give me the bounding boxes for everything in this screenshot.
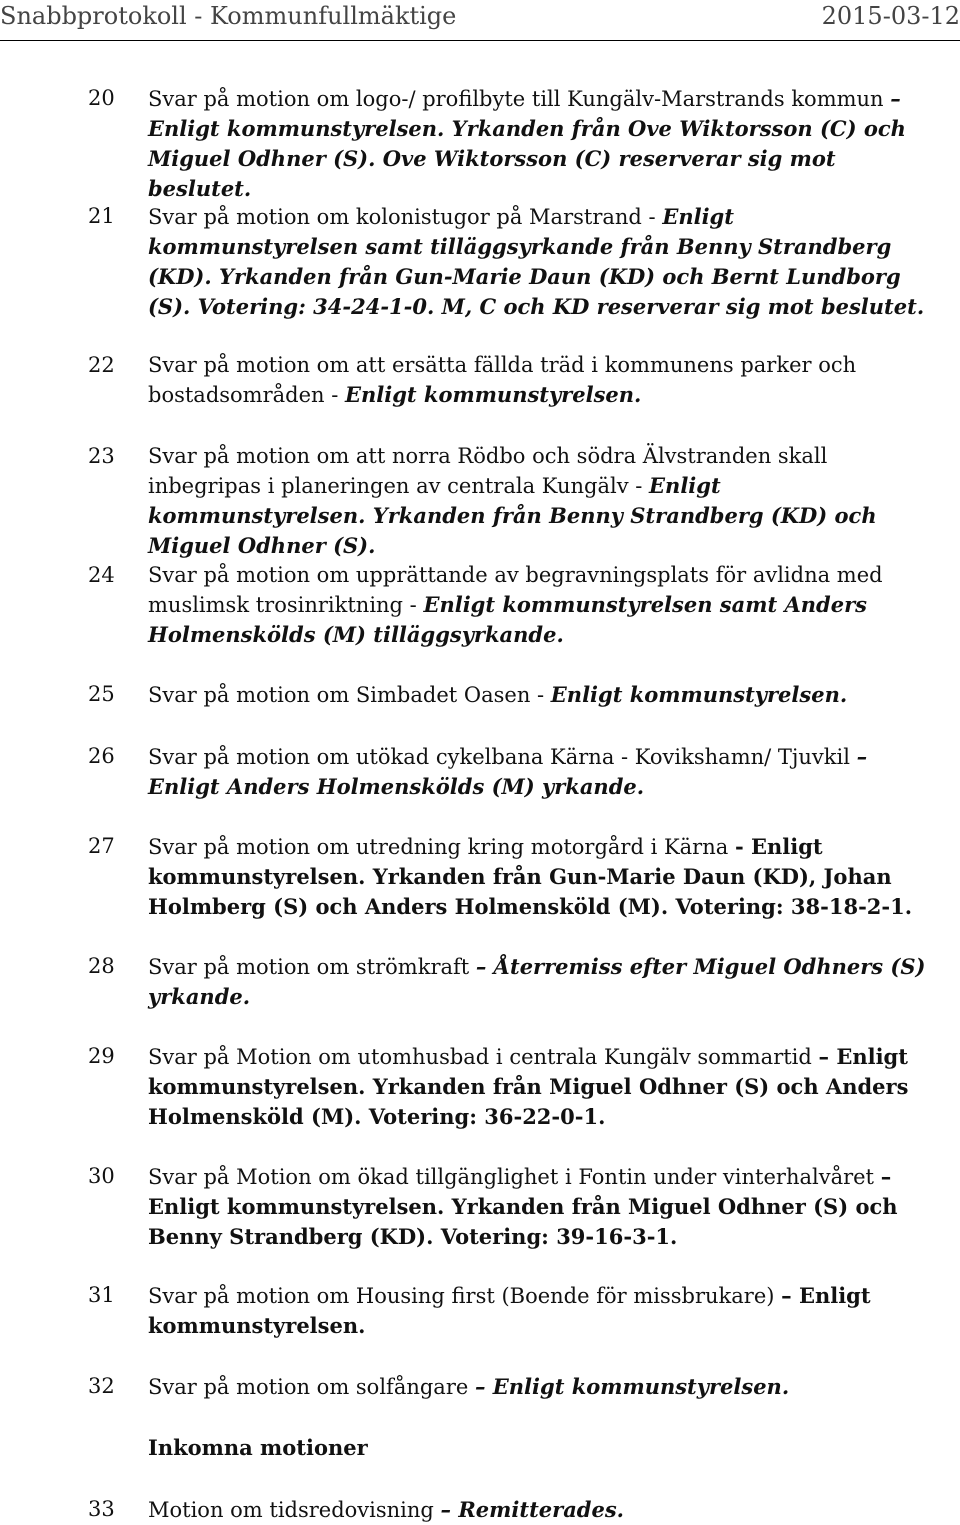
item-number: 28 [88, 954, 115, 978]
item-subject: Svar på motion om kolonistugor på Marstrand - [148, 205, 663, 229]
item-decision: Enligt kommunstyrelsen samt Anders Holmenskölds (M) tilläggsyrkande. [148, 592, 867, 647]
item-decision: – Enligt kommunstyrelsen. [148, 1283, 871, 1338]
item-number: 29 [88, 1044, 115, 1068]
item-decision: – Enligt kommunstyrelsen. Yrkanden från Ove Wiktorsson (C) och Miguel Odhner (S). Ove Wiktorsson (C) reserverar sig mot beslutet. [148, 86, 906, 201]
item-decision: – Remitterades. [440, 1497, 624, 1522]
document-title: Snabbprotokoll - Kommunfullmäktige [0, 2, 457, 30]
section-heading: Inkomna motioner [148, 1435, 368, 1460]
item-number: 33 [88, 1497, 115, 1521]
item-subject: Svar på motion om utökad cykelbana Kärna - Kovikshamn/ Tjuvkil [148, 745, 857, 769]
item-decision: Enligt kommunstyrelsen. Yrkanden från Benny Strandberg (KD) och Miguel Odhner (S). [148, 473, 877, 558]
item-decision: - Enligt kommunstyrelsen. Yrkanden från Gun-Marie Daun (KD), Johan Holmberg (S) och Anders Holmensköld (M). Votering: 38-18-2-1. [148, 834, 913, 919]
item-number: 26 [88, 744, 115, 768]
item-text [148, 742, 938, 802]
item-subject: Svar på motion om att ersätta fällda träd i kommunens parker och bostadsområden - [148, 353, 857, 407]
item-subject: Svar på motion om strömkraft [148, 955, 476, 979]
item-text [148, 1162, 938, 1252]
item-number: 31 [88, 1283, 115, 1307]
item-number: 32 [88, 1374, 115, 1398]
item-subject: Svar på motion om Housing first (Boende för missbrukare) [148, 1284, 782, 1308]
item-subject: Svar på motion om upprättande av begravningsplats för avlidna med muslimsk trosinriktning - [148, 563, 883, 617]
item-text [148, 202, 938, 322]
item-decision: – Enligt kommunstyrelsen. Yrkanden från Miguel Odhner (S) och Benny Strandberg (KD). Votering: 39-16-3-1. [148, 1164, 898, 1249]
item-subject: Svar på motion om Simbadet Oasen - [148, 683, 551, 707]
item-text [148, 442, 938, 561]
item-number: 30 [88, 1164, 115, 1188]
item-text [148, 1495, 938, 1525]
item-decision: Enligt kommunstyrelsen. [345, 382, 642, 407]
item-decision: Enligt kommunstyrelsen samt tilläggsyrkande från Benny Strandberg (KD). Yrkanden från Gun-Marie Daun (KD) och Bernt Lundborg (S). Votering: 34-24-1-0. M, C och KD reserverar sig mot beslutet. [148, 204, 925, 319]
item-number: 25 [88, 682, 115, 706]
item-text [148, 351, 938, 410]
item-number: 23 [88, 444, 115, 468]
item-subject: Svar på motion om solfångare [148, 1375, 475, 1399]
item-number: 22 [88, 353, 115, 377]
item-text [148, 1372, 938, 1402]
item-subject: Svar på motion om logo-/ profilbyte till Kungälv-Marstrands kommun [148, 87, 891, 111]
item-decision: Enligt kommunstyrelsen. [550, 682, 848, 707]
item-number: 21 [88, 204, 115, 228]
item-text [148, 952, 938, 1012]
item-text [148, 1042, 938, 1132]
item-number: 20 [88, 86, 115, 110]
item-text [148, 1281, 938, 1341]
item-text [148, 561, 938, 650]
item-subject: Svar på motion om att norra Rödbo och södra Älvstranden skall inbegripas i planeringen av centrala Kungälv - [148, 444, 828, 498]
item-decision: – Återremiss efter Miguel Odhners (S) yrkande. [148, 954, 926, 1009]
page-header [0, 0, 960, 41]
item-text [148, 84, 938, 204]
item-decision: – Enligt Anders Holmenskölds (M) yrkande. [148, 744, 868, 799]
item-decision: – Enligt kommunstyrelsen. Yrkanden från Miguel Odhner (S) och Anders Holmensköld (M). Votering: 36-22-0-1. [148, 1044, 909, 1129]
item-number: 27 [88, 834, 115, 858]
item-subject: Svar på motion om utredning kring motorgård i Kärna [148, 835, 735, 859]
item-text [148, 832, 938, 922]
item-decision: – Enligt kommunstyrelsen. [474, 1374, 790, 1399]
item-number: 24 [88, 563, 115, 587]
item-subject: Svar på Motion om utomhusbad i centrala Kungälv sommartid [148, 1045, 819, 1069]
item-subject: Svar på Motion om ökad tillgänglighet i Fontin under vinterhalvåret [148, 1165, 881, 1189]
item-subject: Motion om tidsredovisning [148, 1498, 441, 1522]
item-text [148, 680, 938, 710]
document-date: 2015-03-12 [821, 2, 960, 30]
